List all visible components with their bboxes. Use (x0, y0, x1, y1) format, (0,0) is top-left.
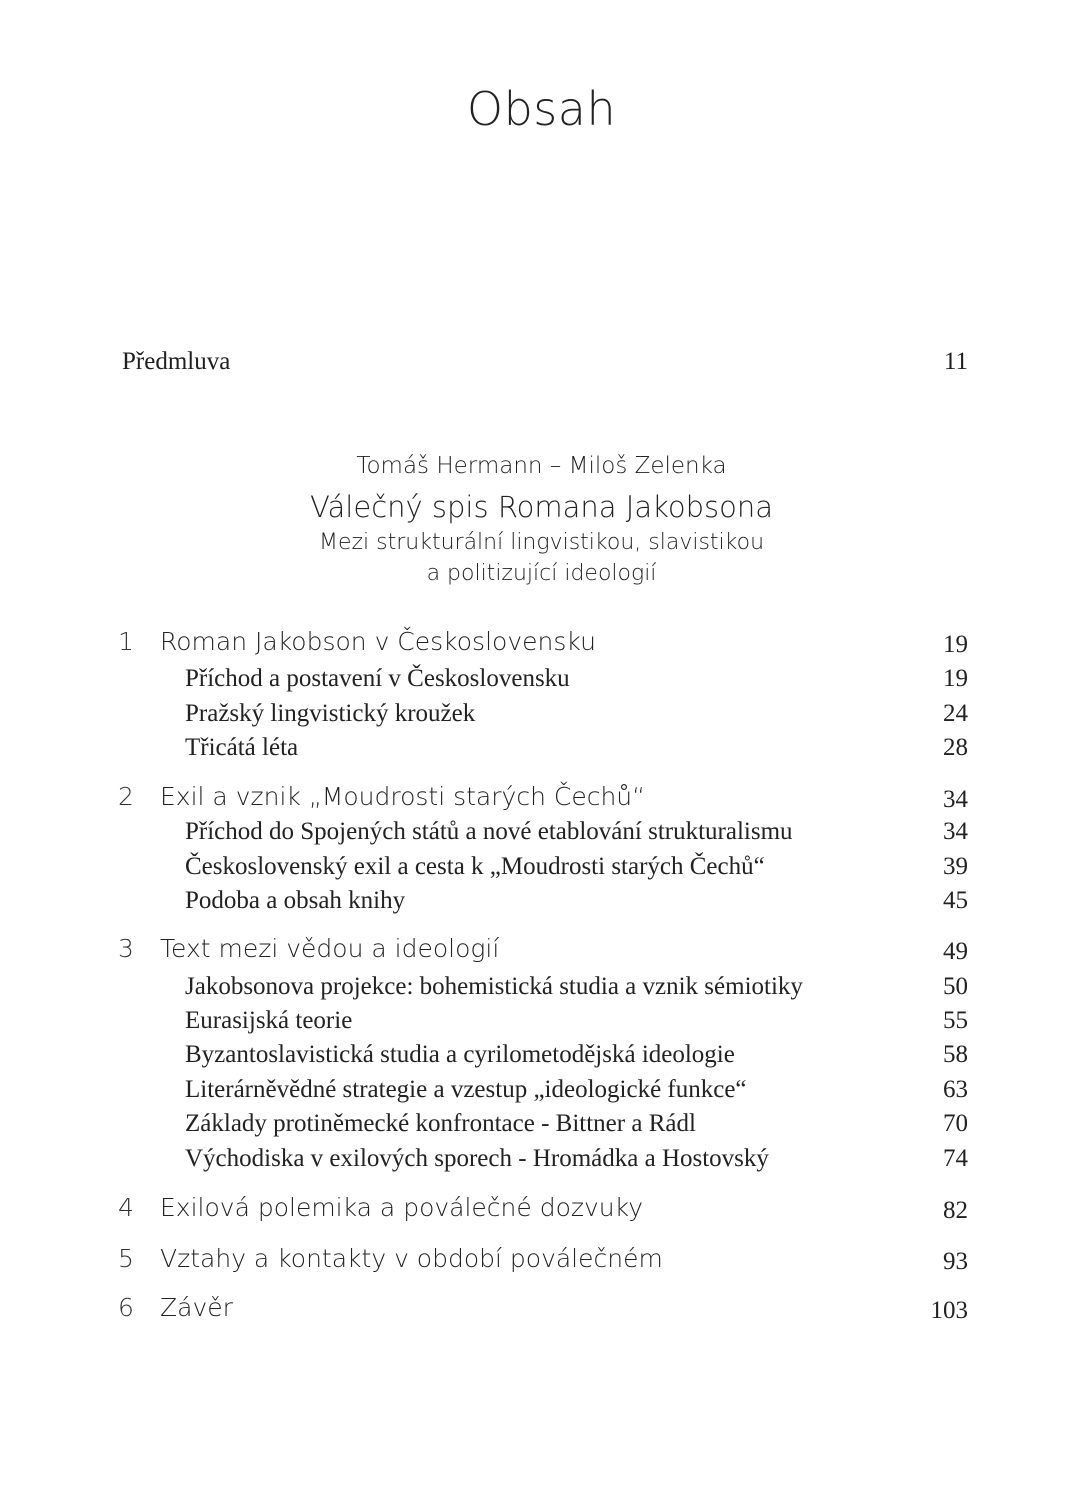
page-title: Obsah (466, 82, 617, 136)
section-title: Eurasijská teorie (185, 1007, 353, 1034)
section-row (185, 1041, 968, 1073)
section-page-number: 34 (943, 818, 968, 845)
section-title: Východiska v exilových sporech - Hromádka a Hostovský (185, 1145, 769, 1172)
section-row (185, 887, 968, 919)
chapter-number: 4 (118, 1193, 134, 1222)
section-title: Československý exil a cesta k „Moudrosti starých Čechů“ (185, 853, 765, 880)
chapter-row (118, 782, 968, 818)
subtitle-line-2: a politizující ideologií (426, 561, 657, 586)
section-title: Byzantoslavistická studia a cyrilometodějská ideologie (185, 1041, 735, 1068)
chapter-row (118, 1293, 968, 1329)
chapter-row (118, 934, 968, 970)
section-title: Třicátá léta (185, 734, 299, 761)
section-page-number: 28 (943, 734, 968, 761)
section-page-number: 74 (943, 1145, 968, 1172)
section-row (185, 734, 968, 766)
section-row (185, 818, 968, 850)
section-row (185, 1076, 968, 1108)
subtitle-line-1: Mezi strukturální lingvistikou, slavistikou (318, 530, 765, 555)
chapter-page-number: 103 (930, 1297, 968, 1324)
section-row (185, 1110, 968, 1142)
section-row (185, 1145, 968, 1177)
chapter-number: 6 (118, 1293, 134, 1322)
section-heading (0, 449, 1083, 589)
section-title: Literárněvědné strategie a vzestup „ideologické funkce“ (185, 1076, 747, 1103)
section-row (185, 665, 968, 697)
section-page-number: 19 (943, 665, 968, 692)
chapter-title: Závěr (160, 1293, 233, 1322)
chapter-title: Exil a vznik „Moudrosti starých Čechů“ (160, 782, 646, 811)
preface-label: Předmluva (122, 348, 231, 375)
section-page-number: 58 (943, 1041, 968, 1068)
section-title: Jakobsonova projekce: bohemistická studia a vznik sémiotiky (185, 973, 803, 1000)
chapter-page-number: 19 (943, 631, 968, 658)
authors: Tomáš Hermann – Miloš Zelenka (356, 453, 727, 479)
section-title: Příchod do Spojených států a nové etablování strukturalismu (185, 818, 793, 845)
chapter-page-number: 93 (943, 1248, 968, 1275)
section-page-number: 24 (943, 700, 968, 727)
preface-entry (122, 348, 968, 380)
chapter-number: 1 (118, 627, 134, 656)
preface-page-number: 11 (943, 348, 968, 375)
chapter-row (118, 1193, 968, 1229)
section-title: Příchod a postavení v Československu (185, 665, 570, 692)
chapter-number: 3 (118, 934, 134, 963)
book-title: Válečný spis Romana Jakobsona (309, 490, 774, 524)
chapter-title: Exilová polemika a poválečné dozvuky (160, 1193, 644, 1222)
chapter-page-number: 34 (943, 786, 968, 813)
chapter-title: Text mezi vědou a ideologií (160, 934, 500, 963)
section-row (185, 700, 968, 732)
section-row (185, 1007, 968, 1039)
section-row (185, 853, 968, 885)
section-page-number: 70 (943, 1110, 968, 1137)
chapter-page-number: 82 (943, 1197, 968, 1224)
chapter-row (118, 627, 968, 663)
section-page-number: 45 (943, 887, 968, 914)
section-page-number: 63 (943, 1076, 968, 1103)
chapter-title: Vztahy a kontakty v období poválečném (160, 1244, 663, 1273)
chapter-number: 5 (118, 1244, 134, 1273)
chapter-page-number: 49 (943, 938, 968, 965)
chapter-title: Roman Jakobson v Československu (160, 627, 596, 656)
section-row (185, 973, 968, 1005)
chapter-row (118, 1244, 968, 1280)
section-title: Základy protiněmecké konfrontace - Bittner a Rádl (185, 1110, 696, 1137)
chapter-number: 2 (118, 782, 134, 811)
section-page-number: 39 (943, 853, 968, 880)
section-title: Pražský lingvistický kroužek (185, 700, 476, 727)
section-title: Podoba a obsah knihy (185, 887, 406, 914)
section-page-number: 55 (943, 1007, 968, 1034)
section-page-number: 50 (943, 973, 968, 1000)
